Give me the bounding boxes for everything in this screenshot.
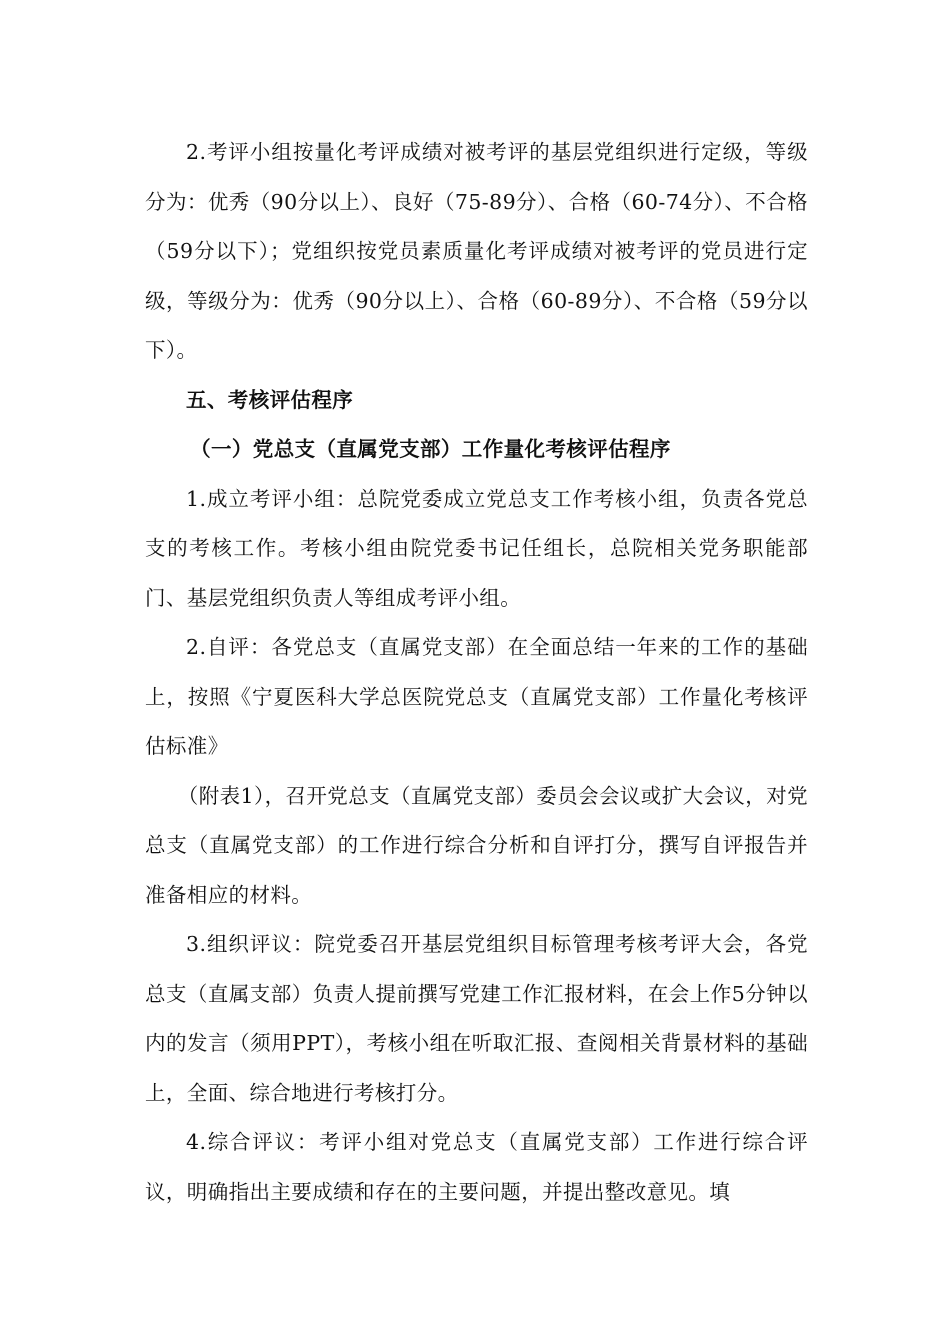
paragraph-self-evaluation: 2.自评：各党总支（直属党支部）在全面总结一年来的工作的基础上，按照《宁夏医科大学总医院党总支（直属党支部）工作量化考核评估标准》 (145, 635, 808, 758)
section-heading-assessment-procedure: 五、考核评估程序 (186, 387, 354, 412)
document-body (145, 128, 808, 1217)
paragraph-form-evaluation-group: 1.成立考评小组：总院党委成立党总支工作考核小组，负责各党总支的考核工作。考核小组由院党委书记任组长，总院相关党务职能部门、基层党组织负责人等组成考评小组。 (145, 486, 808, 610)
paragraph-self-evaluation-continued: （附表1），召开党总支（直属党支部）委员会会议或扩大会议，对党总支（直属党支部）的工作进行综合分析和自评打分，撰写自评报告并准备相应的材料。 (145, 783, 808, 907)
paragraph-comprehensive-review: 4.综合评议：考评小组对党总支（直属党支部）工作进行综合评议，明确指出主要成绩和存在的主要问题，并提出整改意见。填 (145, 1130, 808, 1204)
paragraph-organization-review: 3.组织评议：院党委召开基层党组织目标管理考核考评大会，各党总支（直属支部）负责人提前撰写党建工作汇报材料，在会上作5分钟以内的发言（须用PPT），考核小组在听取汇报、查阅相关背景材料的基础上，全面、综合地进行考核打分。 (145, 932, 808, 1105)
paragraph-grading-levels: 2.考评小组按量化考评成绩对被考评的基层党组织进行定级，等级分为：优秀（90分以上）、良好（75-89分）、合格（60-74分）、不合格（59分以下）；党组织按党员素质量化考评成绩对被考评的党员进行定级，等级分为：优秀（90分以上）、合格（60-89分）、不合格（59分以下）。 (145, 140, 808, 362)
subsection-heading-branch-procedure: （一）党总支（直属党支部）工作量化考核评估程序 (190, 437, 671, 461)
